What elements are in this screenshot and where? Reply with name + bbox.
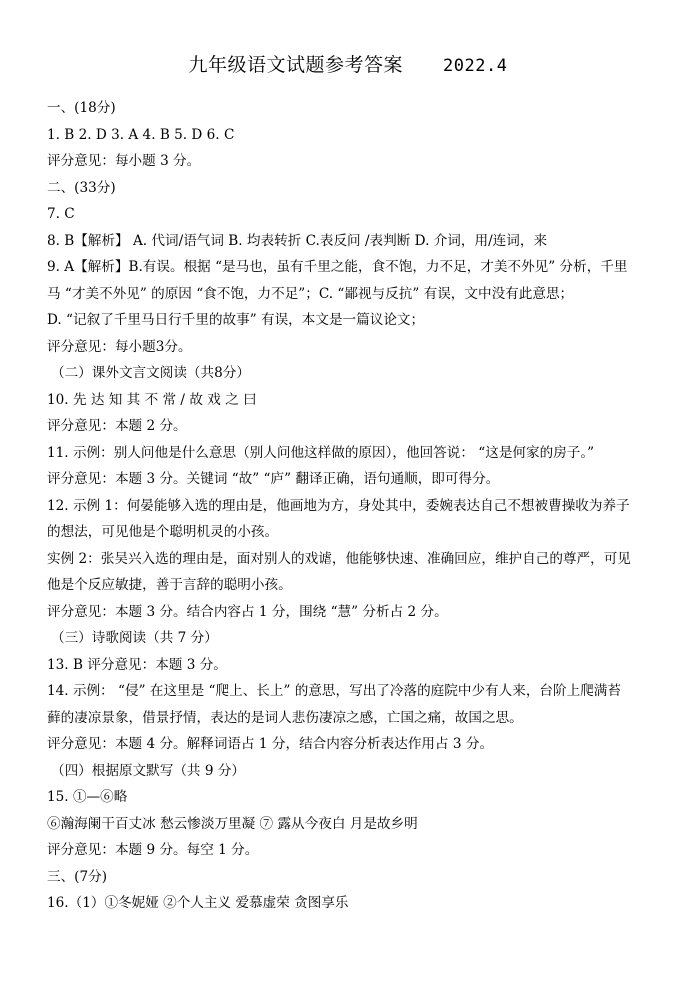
answer-content — [47, 95, 657, 917]
answer-line: D. “记叙了千里马日行千里的故事” 有误，本文是一篇议论文； — [47, 312, 425, 328]
section-heading: 二、(33分) — [47, 179, 116, 196]
scoring-note: 评分意见：每小题3分。 — [47, 338, 192, 355]
answer-line: 13. B 评分意见：本题 3 分。 — [47, 656, 227, 673]
subsection-heading: （四）根据原文默写（共 9 分） — [51, 762, 246, 779]
answer-line: ⑥瀚海阑干百丈冰 愁云惨淡万里凝 ⑦ 露从今夜白 月是故乡明 — [47, 815, 418, 832]
answer-line: 8. B【解析】 A. 代词/语气词 B. 均表转折 C.表反问 /表判断 D. 介词，用/连词，来 — [47, 232, 548, 249]
answer-line: 14. 示例： “侵” 在这里是 “爬上、长上” 的意思，写出了冷落的庭院中少有人来，台阶上爬满苔 — [47, 683, 621, 699]
answer-line: 他是个反应敏捷，善于言辞的聪明小孩。 — [47, 577, 292, 593]
scoring-note: 评分意见：本题 4 分。解释词语占 1 分，结合内容分析表达作用占 3 分。 — [47, 736, 494, 752]
scoring-note: 评分意见：本题 3 分。关键词 “故” “庐” 翻译正确，语句通顺，即可得分。 — [47, 471, 500, 487]
scoring-note: 评分意见：每小题 3 分。 — [47, 153, 201, 169]
subsection-heading: （二）课外文言文阅读（共8分） — [51, 365, 250, 381]
answer-line: 10. 先 达 知 其 不 常 / 故 戏 之 曰 — [47, 391, 257, 408]
subsection-heading: （三）诗歌阅读（共 7 分） — [51, 630, 218, 646]
scoring-note: 评分意见：本题 9 分。每空 1 分。 — [47, 842, 259, 858]
title-text: 九年级语文试题参考答案 — [188, 54, 404, 76]
answer-line: 实例 2：张吴兴入选的理由是，面对别人的戏谑，他能够快速、准确回应，维护自己的尊严，可见 — [47, 550, 631, 567]
answer-line: 16.（1）①冬妮娅 ②个人主义 爱慕虚荣 贪图享乐 — [47, 895, 349, 911]
answer-line: 7. C — [47, 206, 75, 222]
answer-line: 12. 示例 1：何晏能够入选的理由是，他画地为方，身处其中，委婉表达自己不想被曹操收为养子 — [47, 497, 630, 514]
section-heading: 一、(18分) — [47, 100, 116, 116]
answer-line: 藓的凄凉景象，借景抒情，表达的是词人悲伤凄凉之感，亡国之痛，故国之思。 — [47, 709, 523, 726]
answer-line: 11. 示例：别人问他是什么意思（别人问他这样做的原因），他回答说： “这是何家的房子。” — [47, 444, 595, 461]
title-date: 2022.4 — [443, 56, 508, 76]
answer-line: 的想法，可见他是个聪明机灵的小孩。 — [47, 524, 279, 540]
page-title — [0, 50, 696, 77]
answer-line: 15. ①—⑥略 — [47, 789, 128, 805]
section-heading: 三、(7分) — [47, 868, 108, 885]
scoring-note: 评分意见：本题 3 分。结合内容占 1 分，围绕 “慧” 分析占 2 分。 — [47, 603, 448, 620]
scoring-note: 评分意见：本题 2 分。 — [47, 418, 187, 434]
answer-line: 1. B 2. D 3. A 4. B 5. D 6. C — [47, 126, 235, 143]
answer-line: 马 “才美不外见” 的原因 “食不饱，力不足”；C. “鄙视与反抗” 有误，文中没有此意思； — [47, 285, 574, 302]
answer-line: 9. A【解析】B.有误。根据 “是马也，虽有千里之能，食不饱，力不足，才美不外见” 分析，千里 — [47, 259, 628, 275]
